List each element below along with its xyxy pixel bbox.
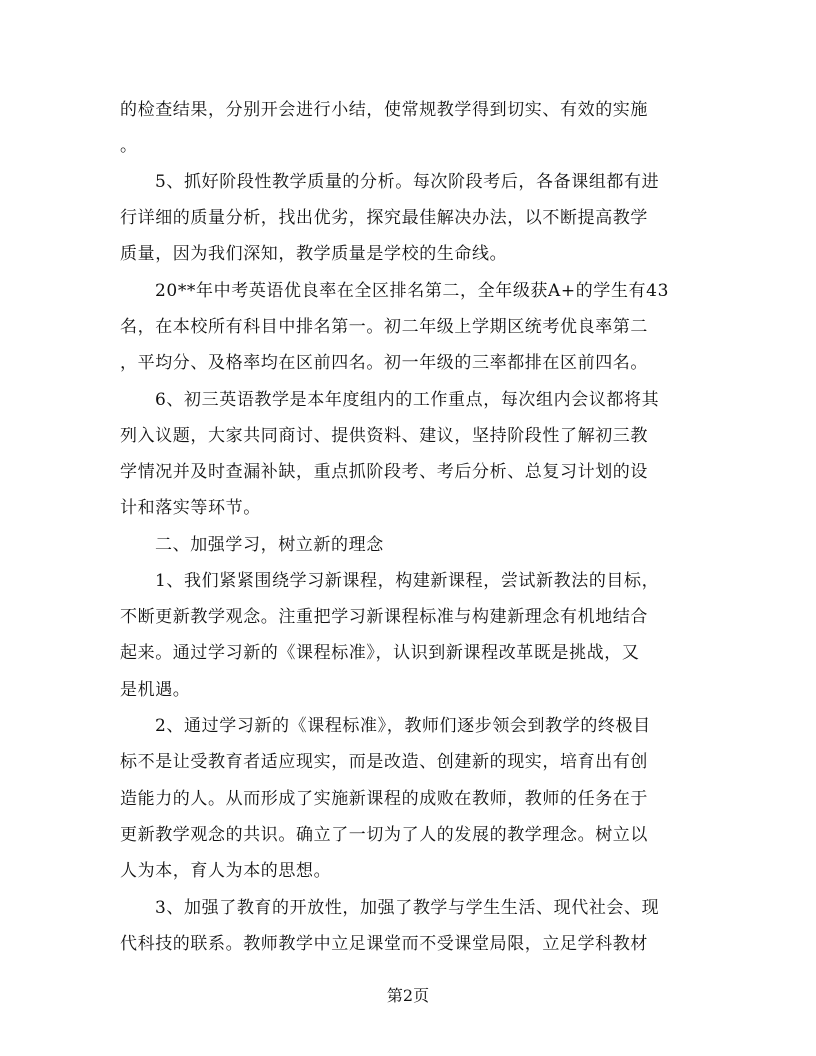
section-heading: 二、加强学习，树立新的理念 <box>155 535 384 555</box>
text-line: 代科技的联系。教师教学中立足课堂而不受课堂局限，立足学科教材 <box>120 934 648 954</box>
text-line: 标不是让受教育者适应现实，而是改造、创建新的现实，培育出有创 <box>120 752 648 772</box>
text-line: 计和落实等环节。 <box>120 498 261 518</box>
text-line: 起来。通过学习新的《课程标准》，认识到新课程改革既是挑战，又 <box>120 643 640 663</box>
page-number: 第2页 <box>386 986 430 1005</box>
paragraph-results-start: 20**年中考英语优良率在全区排名第二，全年级获A+的学生有43 <box>155 281 669 301</box>
paragraph-1-start: 1、我们紧紧围绕学习新课程，构建新课程，尝试新教法的目标， <box>155 571 660 591</box>
paragraph-5-start: 5、抓好阶段性教学质量的分析。每次阶段考后，各备课组都有进 <box>155 172 660 192</box>
text-line: 质量，因为我们深知，教学质量是学校的生命线。 <box>120 244 508 264</box>
text-line: 是机遇。 <box>120 680 191 700</box>
text-line: 列入议题，大家共同商讨、提供资料、建议，坚持阶段性了解初三教 <box>120 426 648 446</box>
text-line: 人为本，育人为本的思想。 <box>120 861 332 881</box>
text-line: 。 <box>120 136 138 156</box>
paragraph-3-start: 3、加强了教育的开放性，加强了教学与学生生活、现代社会、现 <box>155 898 660 918</box>
text-line: ，平均分、及格率均在区前四名。初一年级的三率都排在区前四名。 <box>120 353 648 373</box>
text-line: 行详细的质量分析，找出优劣，探究最佳解决办法，以不断提高教学 <box>120 208 648 228</box>
text-line: 学情况并及时查漏补缺，重点抓阶段考、考后分析、总复习计划的设 <box>120 462 648 482</box>
text-line: 更新教学观念的共识。确立了一切为了人的发展的教学理念。树立以 <box>120 825 648 845</box>
text-line: 名，在本校所有科目中排名第一。初二年级上学期区统考优良率第二 <box>120 317 648 337</box>
text-line: 造能力的人。从而形成了实施新课程的成败在教师，教师的任务在于 <box>120 789 648 809</box>
text-line: 的检查结果，分别开会进行小结，使常规教学得到切实、有效的实施 <box>120 100 648 120</box>
paragraph-6-start: 6、初三英语教学是本年度组内的工作重点，每次组内会议都将其 <box>155 390 660 410</box>
text-line: 不断更新教学观念。注重把学习新课程标准与构建新理念有机地结合 <box>120 607 648 627</box>
paragraph-2-start: 2、通过学习新的《课程标准》，教师们逐步领会到教学的终极目 <box>155 716 651 736</box>
